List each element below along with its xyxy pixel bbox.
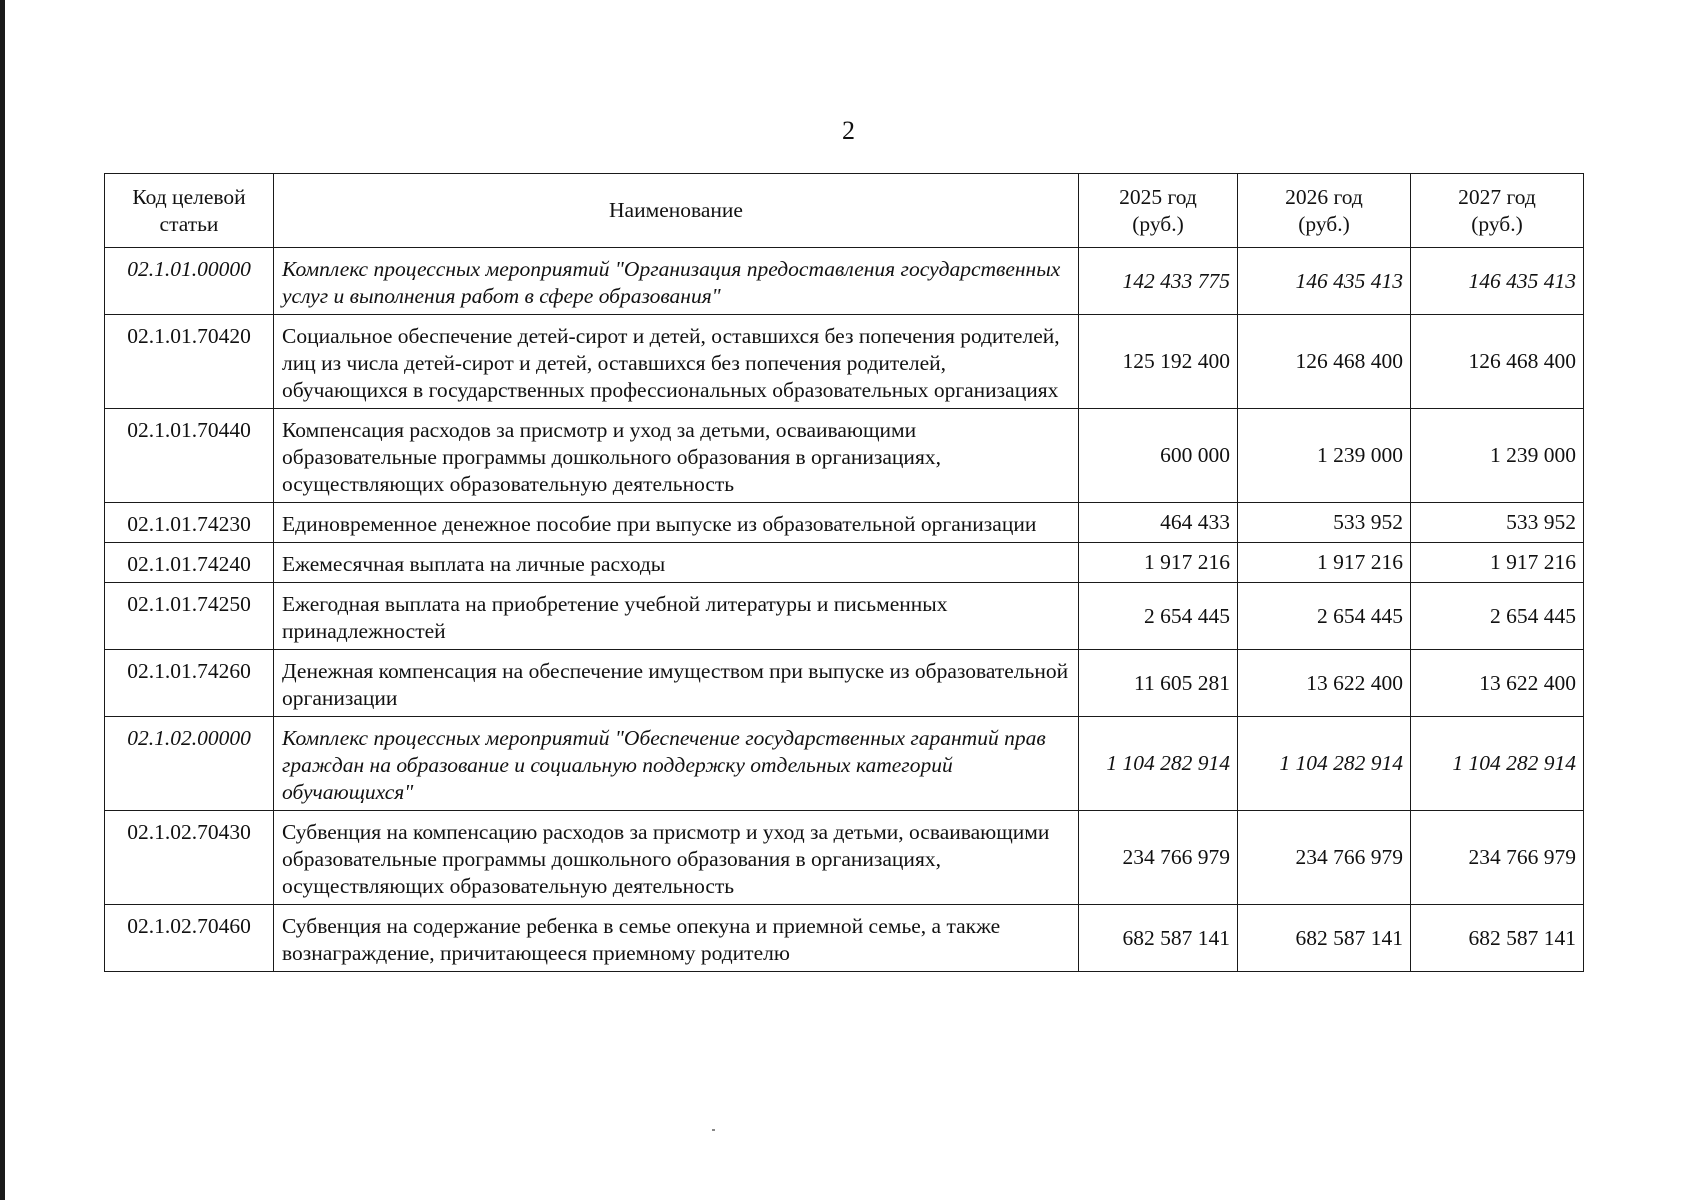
cell-name: Ежемесячная выплата на личные расходы [274,543,1079,583]
cell-code: 02.1.02.00000 [105,717,274,811]
cell-2026: 682 587 141 [1238,905,1411,972]
cell-2025: 464 433 [1079,503,1238,543]
cell-2026: 234 766 979 [1238,811,1411,905]
cell-2025: 125 192 400 [1079,315,1238,409]
cell-2026: 1 239 000 [1238,409,1411,503]
cell-2026: 13 622 400 [1238,650,1411,717]
cell-2027: 126 468 400 [1411,315,1584,409]
cell-2027: 533 952 [1411,503,1584,543]
cell-code: 02.1.02.70460 [105,905,274,972]
cell-2027: 13 622 400 [1411,650,1584,717]
cell-2026: 126 468 400 [1238,315,1411,409]
cell-name: Социальное обеспечение детей-сирот и детей, оставшихся без попечения родителей, лиц из числа детей-сирот и детей, оставшихся без попечения родителей, обучающихся в государственных профессиональных образовательных организациях [274,315,1079,409]
cell-name: Единовременное денежное пособие при выпуске из образовательной организации [274,503,1079,543]
cell-code: 02.1.01.70420 [105,315,274,409]
table-row [105,583,1584,650]
header-2026-line1: 2026 год [1285,184,1363,209]
cell-code: 02.1.01.74240 [105,543,274,583]
table-header-row [105,174,1584,248]
cell-2025: 1 917 216 [1079,543,1238,583]
cell-2025: 682 587 141 [1079,905,1238,972]
table-row [105,717,1584,811]
header-2027-line1: 2027 год [1458,184,1536,209]
cell-2025: 142 433 775 [1079,248,1238,315]
table-row [105,543,1584,583]
header-2026 [1238,174,1411,248]
cell-2026: 146 435 413 [1238,248,1411,315]
table-row [105,650,1584,717]
cell-2026: 533 952 [1238,503,1411,543]
cell-2026: 2 654 445 [1238,583,1411,650]
cell-code: 02.1.02.70430 [105,811,274,905]
cell-2027: 1 917 216 [1411,543,1584,583]
page-number: 2 [842,116,855,145]
cell-2025: 1 104 282 914 [1079,717,1238,811]
table-row [105,315,1584,409]
header-2025-line1: 2025 год [1119,184,1197,209]
cell-2027: 146 435 413 [1411,248,1584,315]
cell-code: 02.1.01.74260 [105,650,274,717]
table-row [105,905,1584,972]
header-2025-line2: (руб.) [1132,211,1184,236]
cell-2027: 2 654 445 [1411,583,1584,650]
cell-2025: 11 605 281 [1079,650,1238,717]
header-code-line2: статьи [159,211,219,236]
table-row [105,409,1584,503]
cell-2025: 600 000 [1079,409,1238,503]
cell-2025: 234 766 979 [1079,811,1238,905]
cell-name: Комплекс процессных мероприятий "Обеспечение государственных гарантий прав граждан на образование и социальную поддержку отдельных категорий обучающихся" [274,717,1079,811]
header-2026-line2: (руб.) [1298,211,1350,236]
cell-code: 02.1.01.70440 [105,409,274,503]
scan-edge [0,0,5,1200]
table-row [105,811,1584,905]
cell-name: Субвенция на содержание ребенка в семье опекуна и приемной семье, а также вознаграждение, причитающееся приемному родителю [274,905,1079,972]
header-code [105,174,274,248]
cell-code: 02.1.01.00000 [105,248,274,315]
table-row [105,248,1584,315]
cell-2027: 682 587 141 [1411,905,1584,972]
header-name: Наименование [274,174,1079,248]
cell-2025: 2 654 445 [1079,583,1238,650]
cell-2026: 1 917 216 [1238,543,1411,583]
header-2027 [1411,174,1584,248]
cell-name: Компенсация расходов за присмотр и уход за детьми, осваивающими образовательные программы дошкольного образования в организациях, осуществляющих образовательную деятельность [274,409,1079,503]
cell-code: 02.1.01.74230 [105,503,274,543]
scan-speck [712,1129,715,1131]
cell-2026: 1 104 282 914 [1238,717,1411,811]
cell-name: Ежегодная выплата на приобретение учебной литературы и письменных принадлежностей [274,583,1079,650]
budget-table [104,173,1584,972]
header-code-line1: Код целевой [132,184,246,209]
cell-name: Денежная компенсация на обеспечение имуществом при выпуске из образовательной организации [274,650,1079,717]
cell-name: Комплекс процессных мероприятий "Организация предоставления государственных услуг и выполнения работ в сфере образования" [274,248,1079,315]
table-row [105,503,1584,543]
cell-2027: 234 766 979 [1411,811,1584,905]
header-2027-line2: (руб.) [1471,211,1523,236]
cell-code: 02.1.01.74250 [105,583,274,650]
cell-name: Субвенция на компенсацию расходов за присмотр и уход за детьми, осваивающими образовательные программы дошкольного образования в организациях, осуществляющих образовательную деятельность [274,811,1079,905]
cell-2027: 1 239 000 [1411,409,1584,503]
header-2025 [1079,174,1238,248]
cell-2027: 1 104 282 914 [1411,717,1584,811]
